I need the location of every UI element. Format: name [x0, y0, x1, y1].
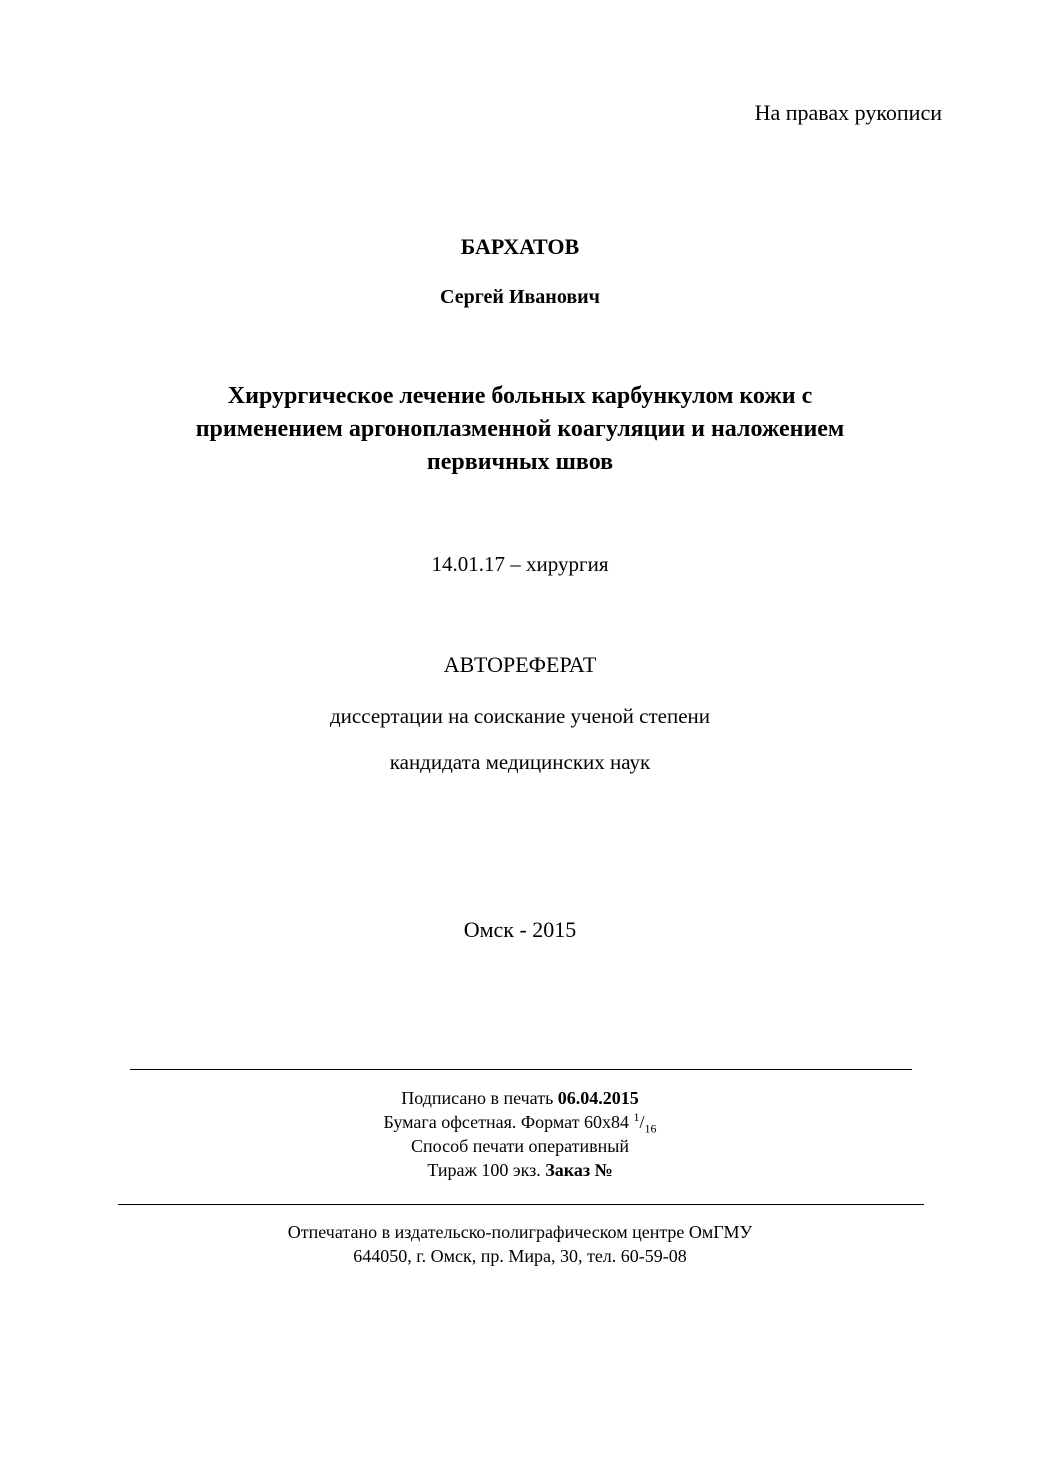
title-line-2: применением аргоноплазменной коагуляции и наложением: [195, 416, 845, 442]
imprint-paper: [0, 1110, 1040, 1134]
printer-address: 644050, г. Омск, пр. Мира, 30, тел. 60-59-08: [353, 1246, 687, 1266]
imprint-method: Способ печати оперативный: [411, 1136, 629, 1156]
order-label: Заказ №: [545, 1160, 613, 1180]
title-line-3: первичных швов: [426, 449, 614, 475]
manuscript-rights-note: На правах рукописи: [754, 100, 942, 125]
author-surname: БАРХАТОВ: [460, 234, 580, 259]
format-separator: /: [639, 1112, 645, 1132]
title-line-1: Хирургическое лечение больных карбункулом кожи с: [227, 383, 813, 409]
printed-at: Отпечатано в издательско-полиграфическом центре ОмГМУ: [287, 1222, 753, 1242]
signed-date: 06.04.2015: [557, 1088, 639, 1108]
document-type: АВТОРЕФЕРАТ: [443, 652, 597, 677]
signed-label: Подписано в печать: [401, 1088, 558, 1108]
degree-line-2: кандидата медицинских наук: [389, 750, 651, 774]
specialty-code: 14.01.17 – хирургия: [431, 552, 609, 576]
paper-label: Бумага офсетная. Формат 60х84: [383, 1112, 634, 1132]
dissertation-title: [0, 380, 1040, 479]
imprint-run: [0, 1158, 1040, 1182]
bottom-divider: [118, 1204, 924, 1205]
degree-line-1: диссертации на соискание ученой степени: [330, 704, 710, 728]
author-name: Сергей Иванович: [440, 286, 600, 308]
format-denominator: 16: [644, 1121, 657, 1136]
imprint-signed: [0, 1086, 1040, 1110]
city-year: Омск - 2015: [463, 917, 577, 942]
format-numerator: 1: [633, 1110, 640, 1124]
run-label: Тираж 100 экз.: [427, 1160, 546, 1180]
top-divider: [130, 1069, 912, 1070]
